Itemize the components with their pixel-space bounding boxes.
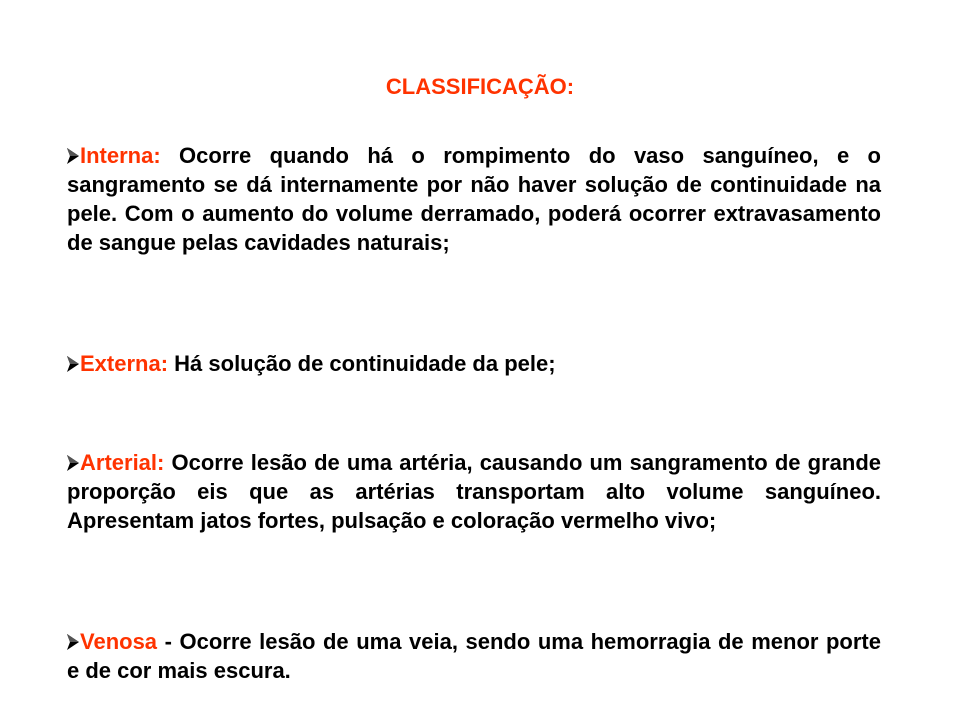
item-text: Há solução de continuidade da pele; xyxy=(168,351,556,376)
list-item-arterial xyxy=(67,448,881,535)
item-text: - Ocorre lesão de uma veia, sendo uma hemorragia de menor porte e de cor mais escura. xyxy=(67,629,881,683)
arrow-bullet-icon xyxy=(67,634,79,650)
arrow-bullet-icon xyxy=(67,455,79,471)
item-term: Venosa xyxy=(80,629,158,654)
list-item-interna xyxy=(67,141,881,257)
item-term: Externa: xyxy=(80,351,169,376)
item-text: Ocorre quando há o rompimento do vaso sanguíneo, e o sangramento se dá internamente por não haver solução de continuidade na pele. Com o aumento do volume derramado, poderá ocorrer extravasamento de sangue pelas cavidades naturais; xyxy=(67,143,881,255)
slide-title: CLASSIFICAÇÃO: xyxy=(385,74,575,99)
list-item-venosa xyxy=(67,627,881,685)
item-text: Ocorre lesão de uma artéria, causando um sangramento de grande proporção eis que as artérias transportam alto volume sanguíneo. Apresentam jatos fortes, pulsação e coloração vermelho vivo; xyxy=(67,450,881,533)
arrow-bullet-icon xyxy=(67,356,79,372)
list-item-externa xyxy=(67,349,881,378)
item-term: Arterial: xyxy=(80,450,165,475)
arrow-bullet-icon xyxy=(67,148,79,164)
item-term: Interna: xyxy=(80,143,161,168)
